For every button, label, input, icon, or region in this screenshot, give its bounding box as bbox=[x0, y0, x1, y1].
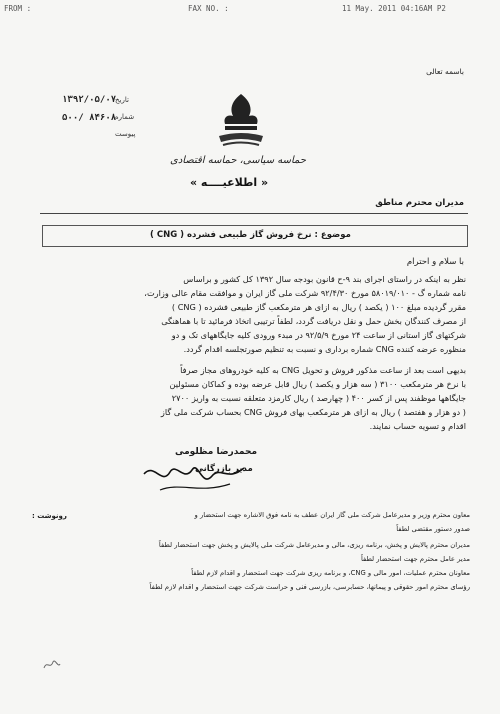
cc-line: صدور دستور مقتضی لطفاً bbox=[396, 525, 470, 533]
date-value: ۱۳۹۲/۰۵/۰۷ bbox=[62, 95, 117, 105]
paragraph2-line: جایگاهها موظفند پس از کسر ۴۰۰ ( چهارصد ) ریال کارمزد متعلقه نسبت به واریز ۲۷۰۰ bbox=[171, 393, 466, 403]
header-divider bbox=[40, 213, 468, 214]
number-value: ۵۰۰/ ۸۴۶۰۸ bbox=[62, 113, 117, 123]
paragraph1-line: شرکتهای گاز استانی از ساعت ۲۴ مورخ ۹۲/۵/۹ در مبدء ورودی کلیه جایگاههای تک و دو bbox=[171, 330, 466, 340]
date-label: تاریخ bbox=[115, 96, 129, 104]
attachment-label: پیوست bbox=[115, 130, 136, 138]
fax-from: FROM : bbox=[4, 4, 32, 13]
handwritten-signature bbox=[140, 452, 250, 498]
notice-title: « اطلاعیــــه » bbox=[190, 176, 269, 189]
greeting: با سلام و احترام bbox=[406, 257, 464, 267]
paragraph1-line: از مصرف کنندگان بخش حمل و نقل دریافت گردد، لطفاً ترتیبی اتخاذ فرمائید تا با هماهنگی bbox=[161, 316, 466, 326]
signatory-name: محمدرضا مظلومی bbox=[175, 447, 258, 457]
paragraph1-line: منظوره عرضه کننده CNG شماره برداری و نسبت به تنظیم صورتجلسه اقدام گردد. bbox=[183, 344, 466, 354]
paragraph1-line: نظر به اینکه در راستای اجرای بند ۹-ح قانون بودجه سال ۱۳۹۲ کل کشور و براساس bbox=[183, 274, 466, 284]
signatory-title: مدیر بازرگانی bbox=[195, 464, 253, 474]
cc-line: رؤسای محترم امور حقوقی و پیمانها، حسابرسی، بازرسی فنی و حراست شرکت جهت استحضار و اقدام لازم لطفاً bbox=[149, 583, 470, 591]
cc-line: مدیر عامل محترم جهت استحضار لطفاً bbox=[360, 555, 470, 563]
fax-datetime: 11 May. 2011 04:16AM P2 bbox=[342, 4, 446, 13]
paragraph1-line: نامه شماره گ - ۵۸۰۱۹/۰۱۰ مورخ ۹۲/۴/۳۰ شرکت ملی گاز ایران و موافقت مقام عالی وزارت، bbox=[144, 288, 466, 298]
paragraph2-line: بدیهی است بعد از ساعت مذکور فروش و تحویل CNG به کلیه خودروهای مجاز صرفاً bbox=[180, 365, 466, 375]
fax-number-label: FAX NO. : bbox=[188, 4, 229, 13]
number-label: شماره bbox=[115, 113, 135, 121]
motto: حماسه سیاسی، حماسه اقتصادی bbox=[170, 155, 306, 166]
addressee: مدیران محترم مناطق bbox=[375, 198, 464, 208]
bismillah: باسمه تعالی bbox=[426, 67, 464, 76]
paragraph1-line: مقرر گردیده مبلغ ۱۰۰ ( یکصد ) ریال به ازای هر مترمکعب گاز طبیعی فشرده ( CNG ) bbox=[171, 302, 466, 312]
cc-label: رونوشت : bbox=[32, 512, 67, 520]
cc-line: معاون محترم وزیر و مدیرعامل شرکت ملی گاز ایران عطف به نامه فوق الاشاره جهت استحضار و bbox=[194, 511, 470, 519]
cc-line: مدیران محترم پالایش و پخش، برنامه ریزی، مالی و مدیرعامل شرکت ملی پالایش و پخش جهت استحضار لطفاً bbox=[158, 541, 470, 549]
cc-line: معاونان محترم عملیات، امور مالی و CNG، و برنامه ریزی شرکت جهت استحضار و اقدام لازم لطفاً bbox=[191, 569, 470, 577]
company-emblem-icon bbox=[211, 90, 271, 150]
fax-header bbox=[0, 0, 500, 16]
paragraph2-line: اقدام و تسویه حساب نمایند. bbox=[369, 421, 466, 431]
subject: موضوع : نرخ فروش گاز طبیعی فشرده ( CNG ) bbox=[150, 230, 351, 240]
paragraph2-line: ( دو هزار و هفتصد ) ریال به ازای هر مترمکعب بهای فروش CNG بحساب شرکت ملی گاز bbox=[160, 407, 466, 417]
margin-mark-icon bbox=[42, 658, 62, 672]
paragraph2-line: با نرخ هر مترمکعب ۳۱۰۰ ( سه هزار و یکصد ) ریال قابل عرضه بوده و کماکان مسئولین bbox=[169, 379, 466, 389]
